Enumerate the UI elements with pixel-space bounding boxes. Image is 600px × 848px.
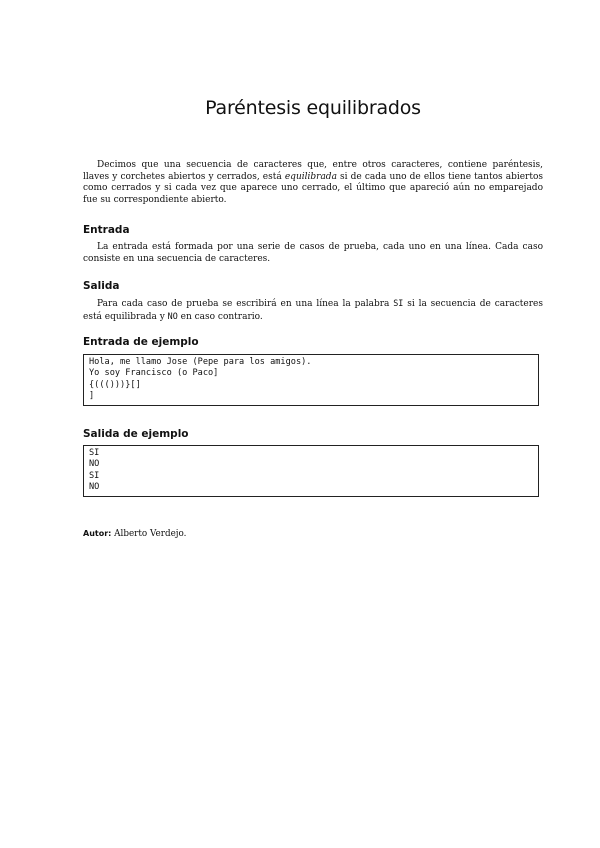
salida-ejemplo-line: NO — [89, 481, 100, 492]
salida-text-part2: si la secuencia de caracteres está equilibrada y — [83, 299, 543, 322]
intro-emphasis: equilibrada — [284, 171, 337, 182]
salida-code-si: SI — [393, 298, 404, 308]
salida-ejemplo-line: NO — [89, 459, 100, 470]
entrada-heading: Entrada — [83, 224, 130, 236]
salida-text-part3: en caso contrario. — [177, 311, 263, 322]
salida-paragraph — [83, 298, 543, 323]
entrada-ejemplo-line: Yo soy Francisco (o Paco] — [89, 368, 219, 379]
entrada-ejemplo-line: Hola, me llamo Jose (Pepe para los amigos). — [89, 357, 312, 367]
entrada-ejemplo-box — [83, 354, 539, 406]
page-title: Paréntesis equilibrados — [205, 97, 421, 119]
entrada-text: La entrada está formada por una serie de casos de prueba, cada uno en una línea. Cada caso consiste en una secuencia de caracteres. — [83, 242, 543, 264]
entrada-ejemplo-heading: Entrada de ejemplo — [83, 336, 199, 348]
salida-text-part1: Para cada caso de prueba se escribirá en una línea la palabra — [97, 299, 394, 309]
salida-ejemplo-line: SI — [89, 470, 100, 481]
salida-heading: Salida — [83, 280, 120, 292]
entrada-ejemplo-line: {((()))}[] — [89, 379, 141, 390]
author-label: Autor: — [83, 529, 112, 538]
intro-text-part1: Decimos que una secuencia de caracteres que, entre otros caracteres, contiene paréntesis, llaves y corchetes abiertos y cerrados, está — [83, 160, 543, 182]
salida-ejemplo-heading: Salida de ejemplo — [83, 428, 189, 440]
entrada-ejemplo-line: ] — [89, 390, 95, 401]
salida-code-no: NO — [167, 310, 178, 321]
intro-text-part2: si de cada uno de ellos tiene tantos abiertos como cerrados y si cada vez que aparece uno cerrado, el último que apareció aún no emparejado fue su correspondiente abierto. — [83, 171, 544, 205]
salida-ejemplo-box — [83, 445, 539, 497]
salida-ejemplo-line: SI — [89, 448, 100, 458]
author-line — [83, 529, 186, 539]
entrada-paragraph — [83, 242, 543, 265]
author-name: Alberto Verdejo. — [114, 529, 187, 539]
intro-paragraph — [83, 160, 543, 206]
